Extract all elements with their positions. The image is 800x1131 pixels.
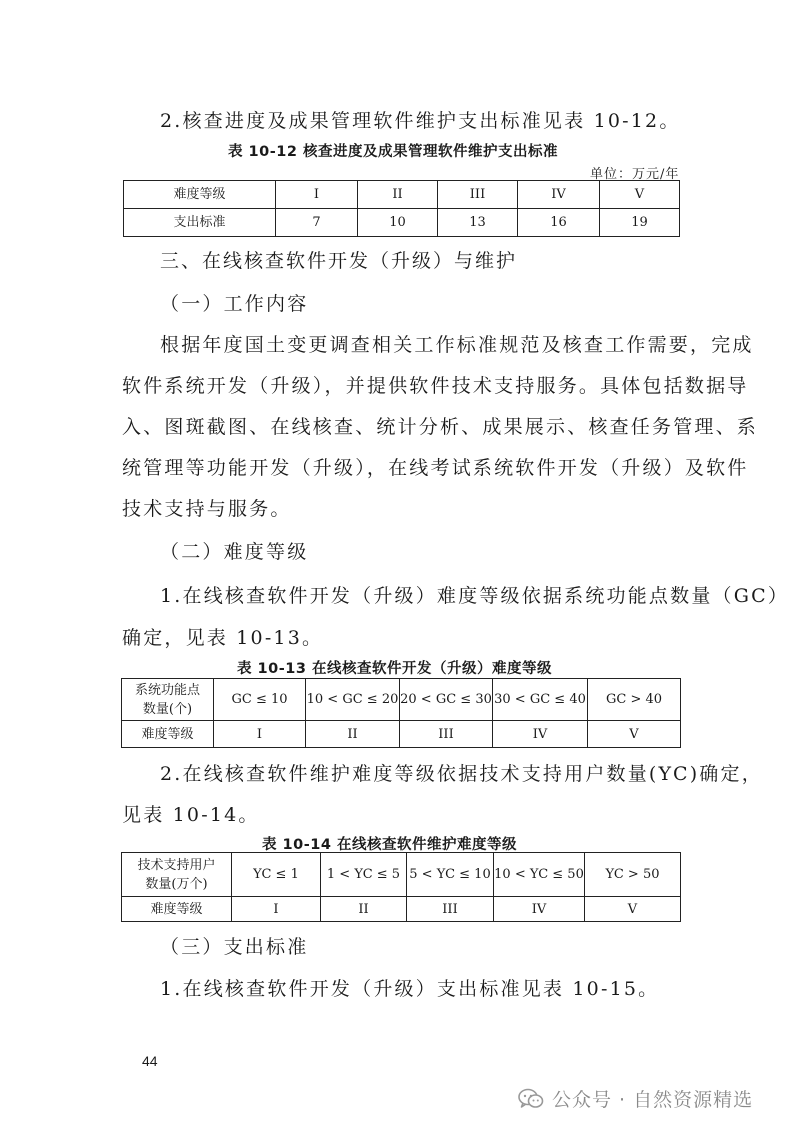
table-row bbox=[122, 721, 681, 748]
table-cell: 支出标准 bbox=[124, 209, 276, 237]
row-header-line: 系统功能点 bbox=[134, 682, 200, 698]
table-cell: I bbox=[232, 897, 321, 922]
section-heading: 三、在线核查软件开发（升级）与维护 bbox=[160, 250, 518, 272]
table-cell: YC ≤ 1 bbox=[232, 853, 321, 897]
table-cell: II bbox=[321, 897, 407, 922]
table-row bbox=[122, 679, 681, 721]
paragraph-line: 1.在线核查软件开发（升级）难度等级依据系统功能点数量（GC） bbox=[160, 585, 790, 607]
table-cell: YC > 50 bbox=[585, 853, 681, 897]
paragraph-line: 确定，见表 10-13。 bbox=[122, 627, 324, 649]
table-cell: 10 < YC ≤ 50 bbox=[494, 853, 585, 897]
table-cell: GC > 40 bbox=[588, 679, 681, 721]
table-unit: 单位：万元/年 bbox=[590, 167, 680, 182]
subsection-heading: （三）支出标准 bbox=[160, 936, 309, 958]
table-cell: III bbox=[407, 897, 494, 922]
row-header-line: 数量(个) bbox=[142, 701, 193, 717]
table-cell: 30 < GC ≤ 40 bbox=[493, 679, 588, 721]
paragraph-line: 根据年度国土变更调查相关工作标准规范及核查工作需要，完成 bbox=[160, 334, 754, 356]
table-cell: 10 < GC ≤ 20 bbox=[306, 679, 400, 721]
table-cell: 13 bbox=[438, 209, 518, 237]
table-cell: 难度等级 bbox=[124, 181, 276, 209]
wechat-icon bbox=[518, 1088, 544, 1110]
table-10-14 bbox=[121, 852, 681, 922]
table-caption: 表 10-13 在线核查软件开发（升级）难度等级 bbox=[237, 661, 552, 677]
paragraph-dev-cost: 1.在线核查软件开发（升级）支出标准见表 10-15。 bbox=[160, 978, 660, 1000]
table-cell: II bbox=[306, 721, 400, 748]
table-cell: II bbox=[358, 181, 438, 209]
table-cell: 19 bbox=[600, 209, 680, 237]
table-row bbox=[124, 209, 680, 237]
paragraph-line: 入、图斑截图、在线核查、统计分析、成果展示、核查任务管理、系 bbox=[122, 416, 759, 438]
table-cell: I bbox=[276, 181, 358, 209]
subsection-heading: （二）难度等级 bbox=[160, 541, 309, 563]
table-cell: III bbox=[400, 721, 493, 748]
table-cell: IV bbox=[493, 721, 588, 748]
paragraph-line: 软件系统开发（升级），并提供软件技术支持服务。具体包括数据导 bbox=[122, 375, 749, 397]
table-cell: 20 < GC ≤ 30 bbox=[400, 679, 493, 721]
table-cell: 7 bbox=[276, 209, 358, 237]
table-cell: 难度等级 bbox=[122, 897, 232, 922]
row-header-line: 数量(万个) bbox=[145, 876, 208, 892]
paragraph-line: 技术支持与服务。 bbox=[122, 498, 292, 520]
table-row bbox=[124, 181, 680, 209]
table-cell: 1 < YC ≤ 5 bbox=[321, 853, 407, 897]
table-cell: 5 < YC ≤ 10 bbox=[407, 853, 494, 897]
table-cell: III bbox=[438, 181, 518, 209]
table-cell: 16 bbox=[518, 209, 600, 237]
row-header-cell bbox=[122, 853, 232, 897]
table-cell: V bbox=[588, 721, 681, 748]
paragraph-maintenance-intro: 2.核查进度及成果管理软件维护支出标准见表 10-12。 bbox=[160, 110, 681, 132]
row-header-cell bbox=[122, 679, 214, 721]
table-row bbox=[122, 853, 681, 897]
table-10-12 bbox=[123, 180, 680, 237]
table-cell: V bbox=[585, 897, 681, 922]
page-number: 44 bbox=[142, 1053, 158, 1069]
table-cell: IV bbox=[494, 897, 585, 922]
table-caption: 表 10-14 在线核查软件维护难度等级 bbox=[262, 837, 517, 853]
table-cell: V bbox=[600, 181, 680, 209]
row-header-line: 技术支持用户 bbox=[137, 857, 216, 873]
table-10-13 bbox=[121, 678, 681, 748]
table-cell: IV bbox=[518, 181, 600, 209]
subsection-heading: （一）工作内容 bbox=[160, 293, 309, 315]
table-caption: 表 10-12 核查进度及成果管理软件维护支出标准 bbox=[228, 144, 558, 160]
table-row bbox=[122, 897, 681, 922]
table-cell: 难度等级 bbox=[122, 721, 214, 748]
watermark bbox=[518, 1085, 753, 1112]
table-cell: GC ≤ 10 bbox=[214, 679, 306, 721]
paragraph-line: 2.在线核查软件维护难度等级依据技术支持用户数量(YC)确定， bbox=[160, 763, 763, 785]
paragraph-line: 见表 10-14。 bbox=[122, 804, 260, 826]
watermark-text: 公众号 · 自然资源精选 bbox=[552, 1089, 754, 1111]
table-cell: I bbox=[214, 721, 306, 748]
table-cell: 10 bbox=[358, 209, 438, 237]
paragraph-line: 统管理等功能开发（升级），在线考试系统软件开发（升级）及软件 bbox=[122, 457, 749, 479]
